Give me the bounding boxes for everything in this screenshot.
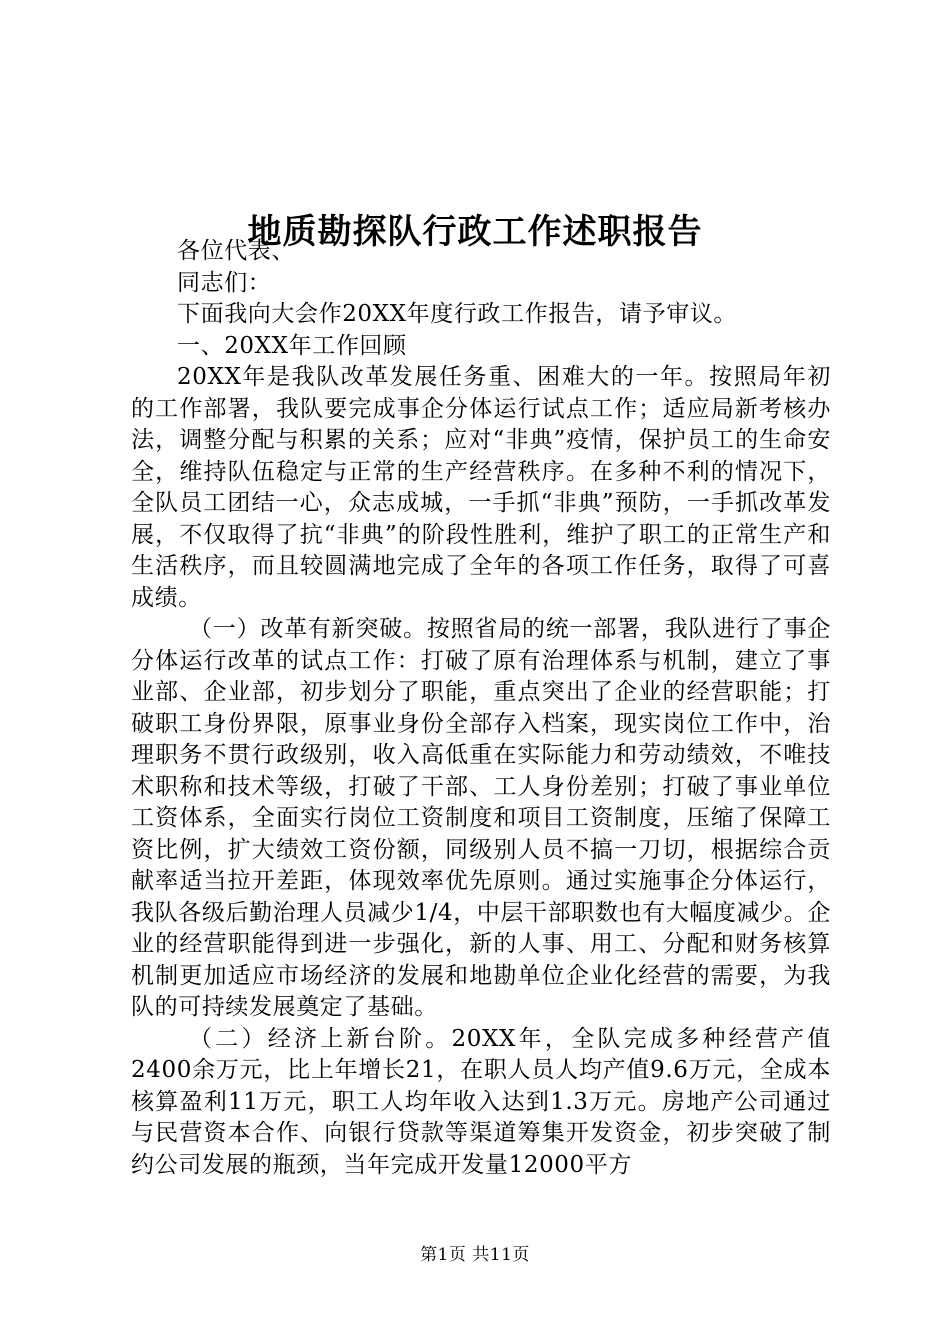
- paragraph-reform: （一）改革有新突破。按照省局的统一部署，我队进行了事企分体运行改革的试点工作：打破了原有治理体系与机制，建立了事业部、企业部，初步划分了职能，重点突出了企业的经营职能；打破职工身份界限，原事业身份全部存入档案，现实岗位工作中，治理职务不贯行政级别，收入高低重在实际能力和劳动绩效，不唯技术职称和技术等级，打破了干部、工人身份差别；打破了事业单位工资体系，全面实行岗位工资制度和项目工资制度，压缩了保障工资比例，扩大绩效工资份额，同级别人员不搞一刀切，根据综合贡献率适当拉开差距，体现效率优先原则。通过实施事企分体运行，我队各级后勤治理人员减少1/4，中层干部职数也有大幅度减少。企业的经营职能得到进一步强化，新的人事、用工、分配和财务核算机制更加适应市场经济的发展和地勘单位企业化经营的需要，为我队的可持续发展奠定了基础。: [131, 616, 831, 1020]
- intro-paragraph: 下面我向大会作20XX年度行政工作报告，请予审议。: [177, 301, 738, 327]
- document-title: 地质勘探队行政工作述职报告: [247, 211, 703, 252]
- salutation-line-2: 同志们：: [177, 269, 272, 296]
- document-body: [131, 236, 831, 1181]
- salutation-line-1: 各位代表、: [177, 238, 295, 264]
- page-number-footer: 第1页 共11页: [420, 1245, 530, 1265]
- paragraph-review: 20XX年是我队改革发展任务重、困难大的一年。按照局年初的工作部署，我队要完成事企分体运行试点工作；适应局新考核办法，调整分配与积累的关系；应对“非典”疫情，保护员工的生命安全，维持队伍稳定与正常的生产经营秩序。在多种不利的情况下，全队员工团结一心，众志成城，一手抓“非典”预防，一手抓改革发展，不仅取得了抗“非典”的阶段性胜利，维护了职工的正常生产和生活秩序，而且较圆满地完成了全年的各项工作任务，取得了可喜成绩。: [131, 364, 831, 611]
- paragraph-economy: （二）经济上新台阶。20XX年，全队完成多种经营产值2400余万元，比上年增长21，在职人员人均产值9.6万元，全成本核算盈利11万元，职工人均年收入达到1.3万元。房地产公司通过与民营资本合作、向银行贷款等渠道筹集开发资金，初步突破了制约公司发展的瓶颈，当年完成开发量12000平方: [131, 1025, 831, 1178]
- section-heading: 一、20XX年工作回顾: [177, 332, 407, 359]
